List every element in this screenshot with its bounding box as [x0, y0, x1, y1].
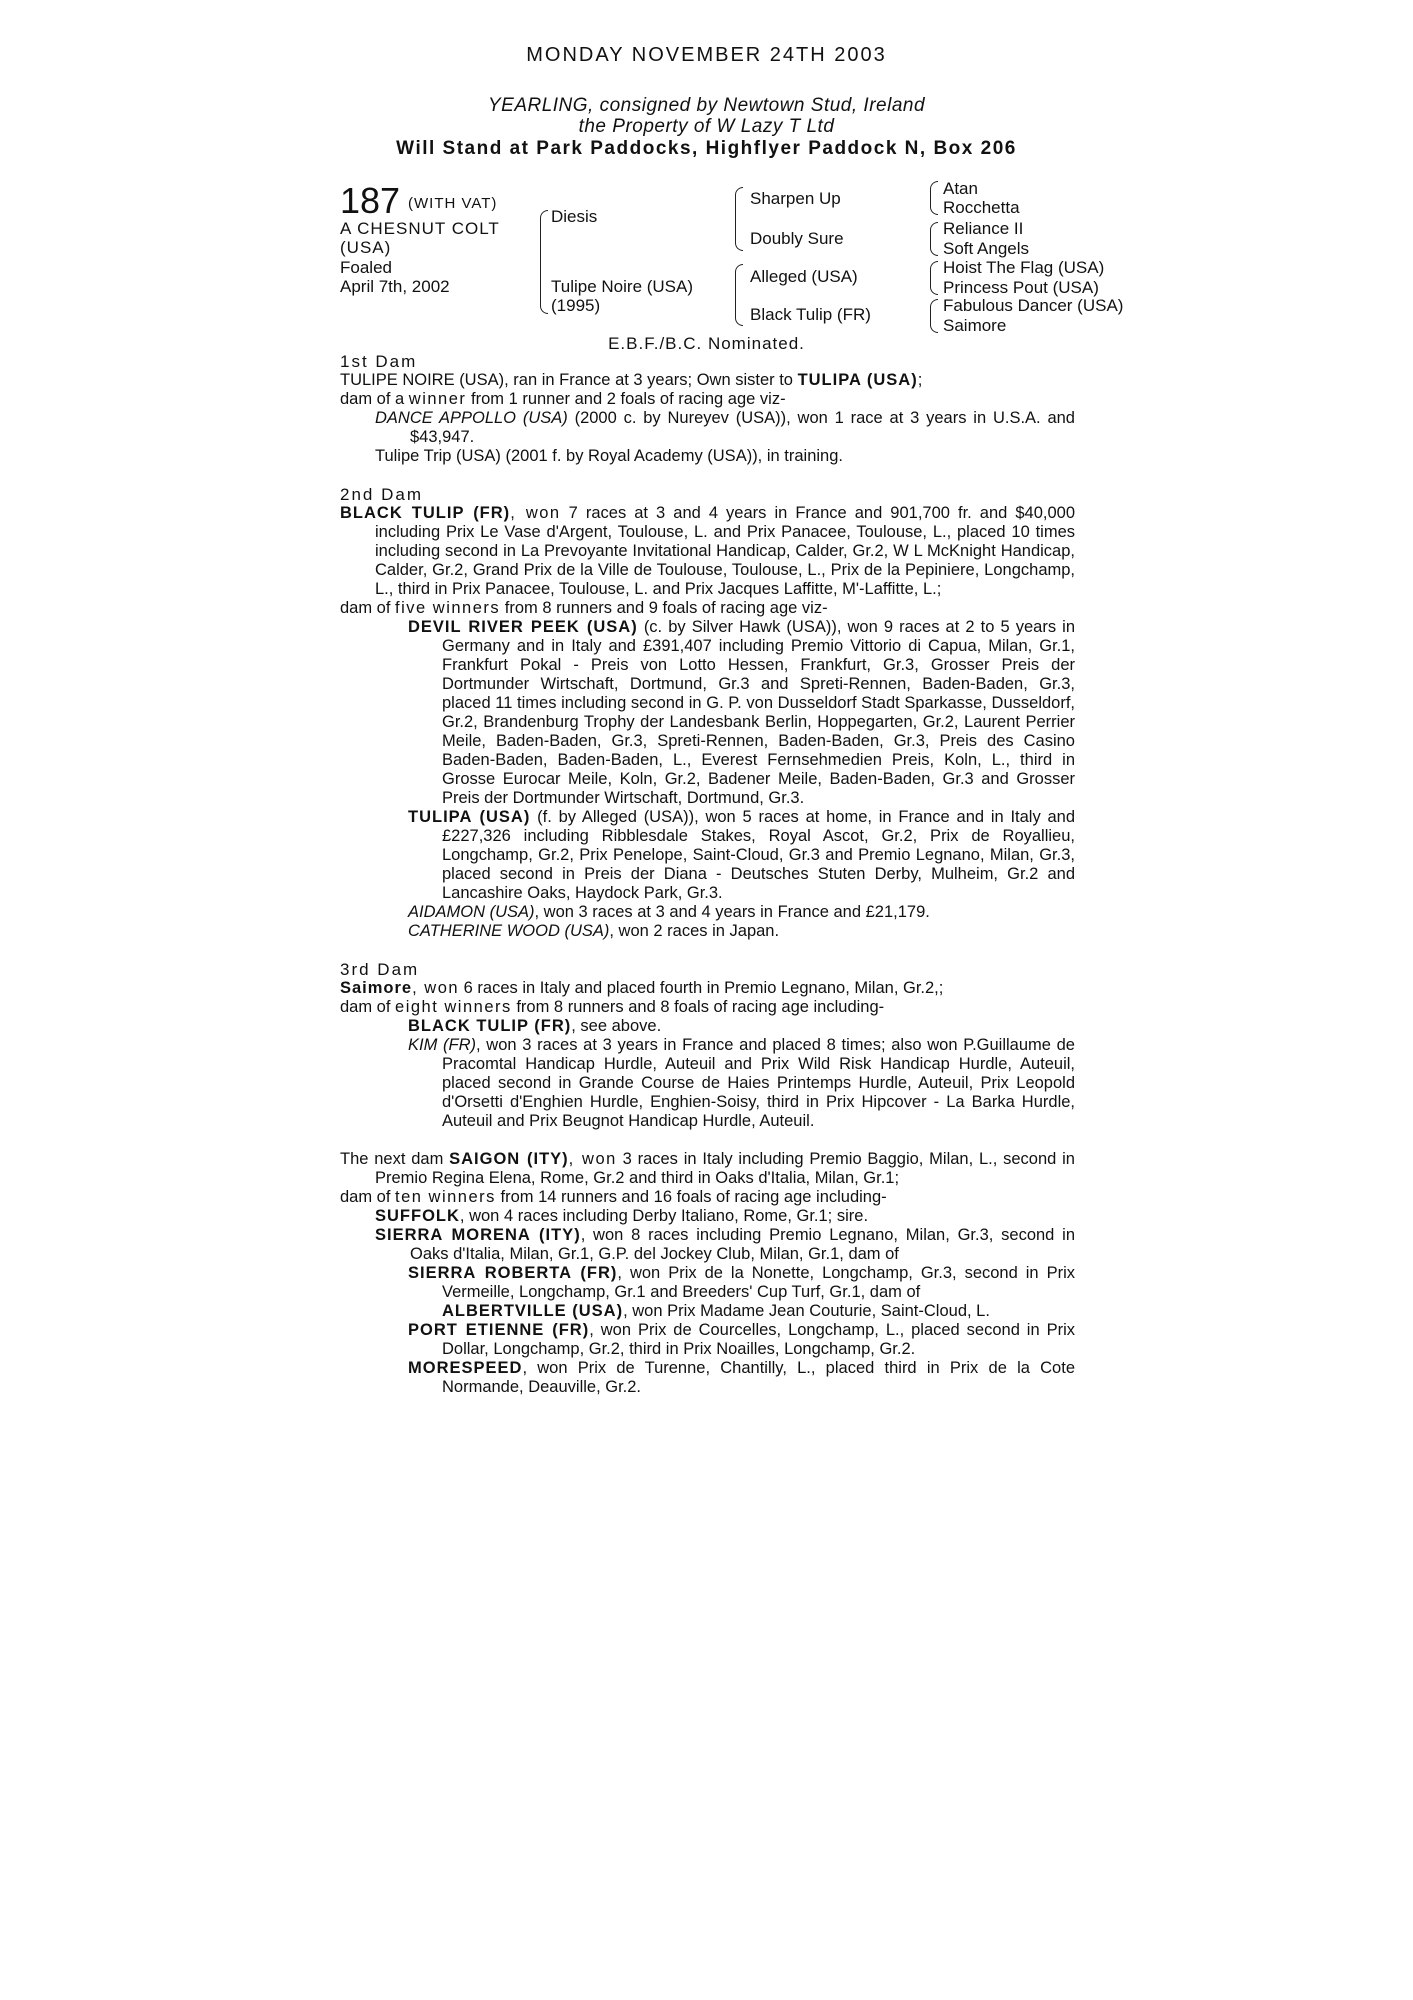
- consignor-line: YEARLING, consigned by Newtown Stud, Ireland: [487, 95, 926, 116]
- great-grandparent-5: Hoist The Flag (USA): [943, 258, 1105, 277]
- next-dam-produce-summary: dam of ten winners from 14 runners and 16 foals of racing age including-: [340, 1188, 887, 1206]
- grandparent-4: Black Tulip (FR): [750, 305, 871, 324]
- produce-entry: BLACK TULIP (FR), see above.: [408, 1017, 662, 1035]
- produce-entry: ALBERTVILLE (USA), won Prix Madame Jean Couturie, Saint-Cloud, L.: [442, 1302, 990, 1320]
- grandparent-1: Sharpen Up: [750, 189, 841, 208]
- third-dam-summary: Saimore, won 6 races in Italy and placed fourth in Premio Legnano, Milan, Gr.2,;: [340, 979, 944, 997]
- produce-entry: TULIPA (USA) (f. by Alleged (USA)), won 5 races at home, in France and in Italy and £227,326 including Ribblesdale Stakes, Royal Ascot, Gr.2, Prix de Royallieu, Longchamp, Gr.2, Prix Penelope, Saint-Cloud, Gr.3 and Premio Legnano, Milan, Gr.3, placed second in Preis der Diana - Deutsches Stuten Derby, Mulheim, Gr.2 and Lancashire Oaks, Haydock Park, Gr.3.: [408, 808, 1076, 902]
- ggp-brace-3: [930, 261, 938, 295]
- second-dam-produce-summary: dam of five winners from 8 runners and 9 foals of racing age viz-: [340, 599, 828, 617]
- sire-brace: [735, 187, 743, 251]
- first-dam-heading: 1st Dam: [340, 352, 418, 371]
- produce-entry: Tulipe Trip (USA) (2001 f. by Royal Academy (USA)), in training.: [375, 447, 843, 465]
- dam-year: (1995): [551, 296, 601, 315]
- lot-description: A CHESNUT COLT: [340, 219, 500, 238]
- second-dam-summary: BLACK TULIP (FR), won 7 races at 3 and 4 years in France and 901,700 fr. and $40,000 including Prix Le Vase d'Argent, Toulouse, L. and Prix Panacee, Toulouse, L., placed 10 times including second in La Prevoyante Invitational Handicap, Calder, Gr.2, W L McKnight Handicap, Calder, Gr.2, Grand Prix de la Ville de Toulouse, Toulouse, L., Prix de la Pepiniere, Longchamp, L., third in Prix Panacee, Toulouse, L. and Prix Jacques Laffitte, M'-Laffitte, L.;: [340, 504, 1076, 598]
- produce-entry: AIDAMON (USA), won 3 races at 3 and 4 years in France and £21,179.: [408, 903, 930, 921]
- first-dam-produce-summary: dam of a winner from 1 runner and 2 foals of racing age viz-: [340, 390, 786, 408]
- produce-entry: SUFFOLK, won 4 races including Derby Italiano, Rome, Gr.1; sire.: [375, 1207, 869, 1225]
- produce-entry: MORESPEED, won Prix de Turenne, Chantilly, L., placed third in Prix de la Cote Normande, Deauville, Gr.2.: [408, 1359, 1075, 1396]
- great-grandparent-3: Reliance II: [943, 219, 1024, 238]
- third-dam-heading: 3rd Dam: [340, 960, 420, 979]
- foaled-date: April 7th, 2002: [340, 277, 450, 296]
- nominated-note: E.B.F./B.C. Nominated.: [608, 334, 805, 353]
- first-dam-summary: TULIPE NOIRE (USA), ran in France at 3 years; Own sister to TULIPA (USA);: [340, 371, 923, 389]
- ggp-brace-4: [930, 299, 938, 333]
- ggp-brace-2: [930, 222, 938, 256]
- stand-location: Will Stand at Park Paddocks, Highflyer Paddock N, Box 206: [396, 138, 1017, 159]
- dam-history: [340, 352, 1075, 1397]
- parents-brace: [540, 210, 548, 314]
- third-dam-produce-summary: dam of eight winners from 8 runners and 8 foals of racing age including-: [340, 998, 885, 1016]
- foaled-label: Foaled: [340, 258, 392, 277]
- great-grandparent-8: Saimore: [943, 316, 1007, 335]
- lot-number: 187: [340, 180, 401, 221]
- property-line: the Property of W Lazy T Ltd: [578, 116, 835, 137]
- lot-origin: (USA): [340, 238, 392, 257]
- produce-entry: CATHERINE WOOD (USA), won 2 races in Japan.: [408, 922, 780, 940]
- great-grandparent-2: Rocchetta: [943, 198, 1020, 217]
- produce-entry: DEVIL RIVER PEEK (USA) (c. by Silver Hawk (USA)), won 9 races at 2 to 5 years in Germany and in Italy and £391,407 including Premio Vittorio di Capua, Milan, Gr.1, Frankfurt Pokal - Preis von Lotto Hessen, Frankfurt, Gr.3, Grosser Preis der Dortmunder Wirtschaft, Dortmund, Gr.3 and Spreti-Rennen, Baden-Baden, Gr.3, placed 11 times including second in G. P. von Dusseldorf Stadt Sparkasse, Dusseldorf, Gr.2, Brandenburg Trophy der Landesbank Berlin, Hoppegarten, Gr.2, Laurent Perrier Meile, Baden-Baden, Gr.3, Spreti-Rennen, Baden-Baden, Gr.3, Preis des Casino Baden-Baden, Baden-Baden, L., Everest Fernsehmedien Preis, Koln, L., third in Grosse Eurocar Meile, Koln, Gr.2, Badener Meile, Baden-Baden, Gr.3 and Grosser Preis der Dortmunder Wirtschaft, Dortmund, Gr.3.: [408, 618, 1075, 807]
- produce-entry: SIERRA ROBERTA (FR), won Prix de la Nonette, Longchamp, Gr.3, second in Prix Vermeille, Longchamp, Gr.1 and Breeders' Cup Turf, Gr.1, dam of: [408, 1264, 1075, 1301]
- produce-entry: PORT ETIENNE (FR), won Prix de Courcelles, Longchamp, L., placed second in Prix Dollar, Longchamp, Gr.2, third in Prix Noailles, Longchamp, Gr.2.: [408, 1321, 1076, 1358]
- second-dam-heading: 2nd Dam: [340, 485, 423, 504]
- produce-entry: DANCE APPOLLO (USA) (2000 c. by Nureyev (USA)), won 1 race at 3 years in U.S.A. and $43,947.: [375, 409, 1075, 446]
- sire-name: Diesis: [551, 207, 598, 226]
- produce-entry: KIM (FR), won 3 races at 3 years in France and placed 8 times; also won P.Guillaume de Pracomtal Handicap Hurdle, Auteuil and Prix Wild Risk Handicap Hurdle, Auteuil, placed second in Grande Course de Haies Printemps Hurdle, Auteuil, Prix Leopold d'Orsetti d'Enghien Hurdle, Enghien-Soisy, third in Prix Hipcover - La Barka Hurdle, Auteuil and Prix Beugnot Handicap Hurdle, Auteuil.: [408, 1036, 1075, 1130]
- produce-entry: SIERRA MORENA (ITY), won 8 races including Premio Legnano, Milan, Gr.3, second in Oaks d'Italia, Milan, Gr.1, G.P. del Jockey Club, Milan, Gr.1, dam of: [375, 1226, 1075, 1263]
- great-grandparent-1: Atan: [943, 179, 978, 198]
- grandparent-3: Alleged (USA): [750, 267, 858, 286]
- grandparent-2: Doubly Sure: [750, 229, 844, 248]
- dam-name: Tulipe Noire (USA): [551, 277, 694, 296]
- sale-date: MONDAY NOVEMBER 24TH 2003: [526, 44, 887, 66]
- ggp-brace-1: [930, 181, 938, 215]
- great-grandparent-6: Princess Pout (USA): [943, 278, 1099, 297]
- dam-brace: [735, 264, 743, 326]
- next-dam-summary: The next dam SAIGON (ITY), won 3 races in Italy including Premio Baggio, Milan, L., second in Premio Regina Elena, Rome, Gr.2 and third in Oaks d'Italia, Milan, Gr.1;: [340, 1150, 1075, 1187]
- great-grandparent-7: Fabulous Dancer (USA): [943, 296, 1124, 315]
- vat-note: (WITH VAT): [408, 195, 498, 212]
- great-grandparent-4: Soft Angels: [943, 239, 1030, 258]
